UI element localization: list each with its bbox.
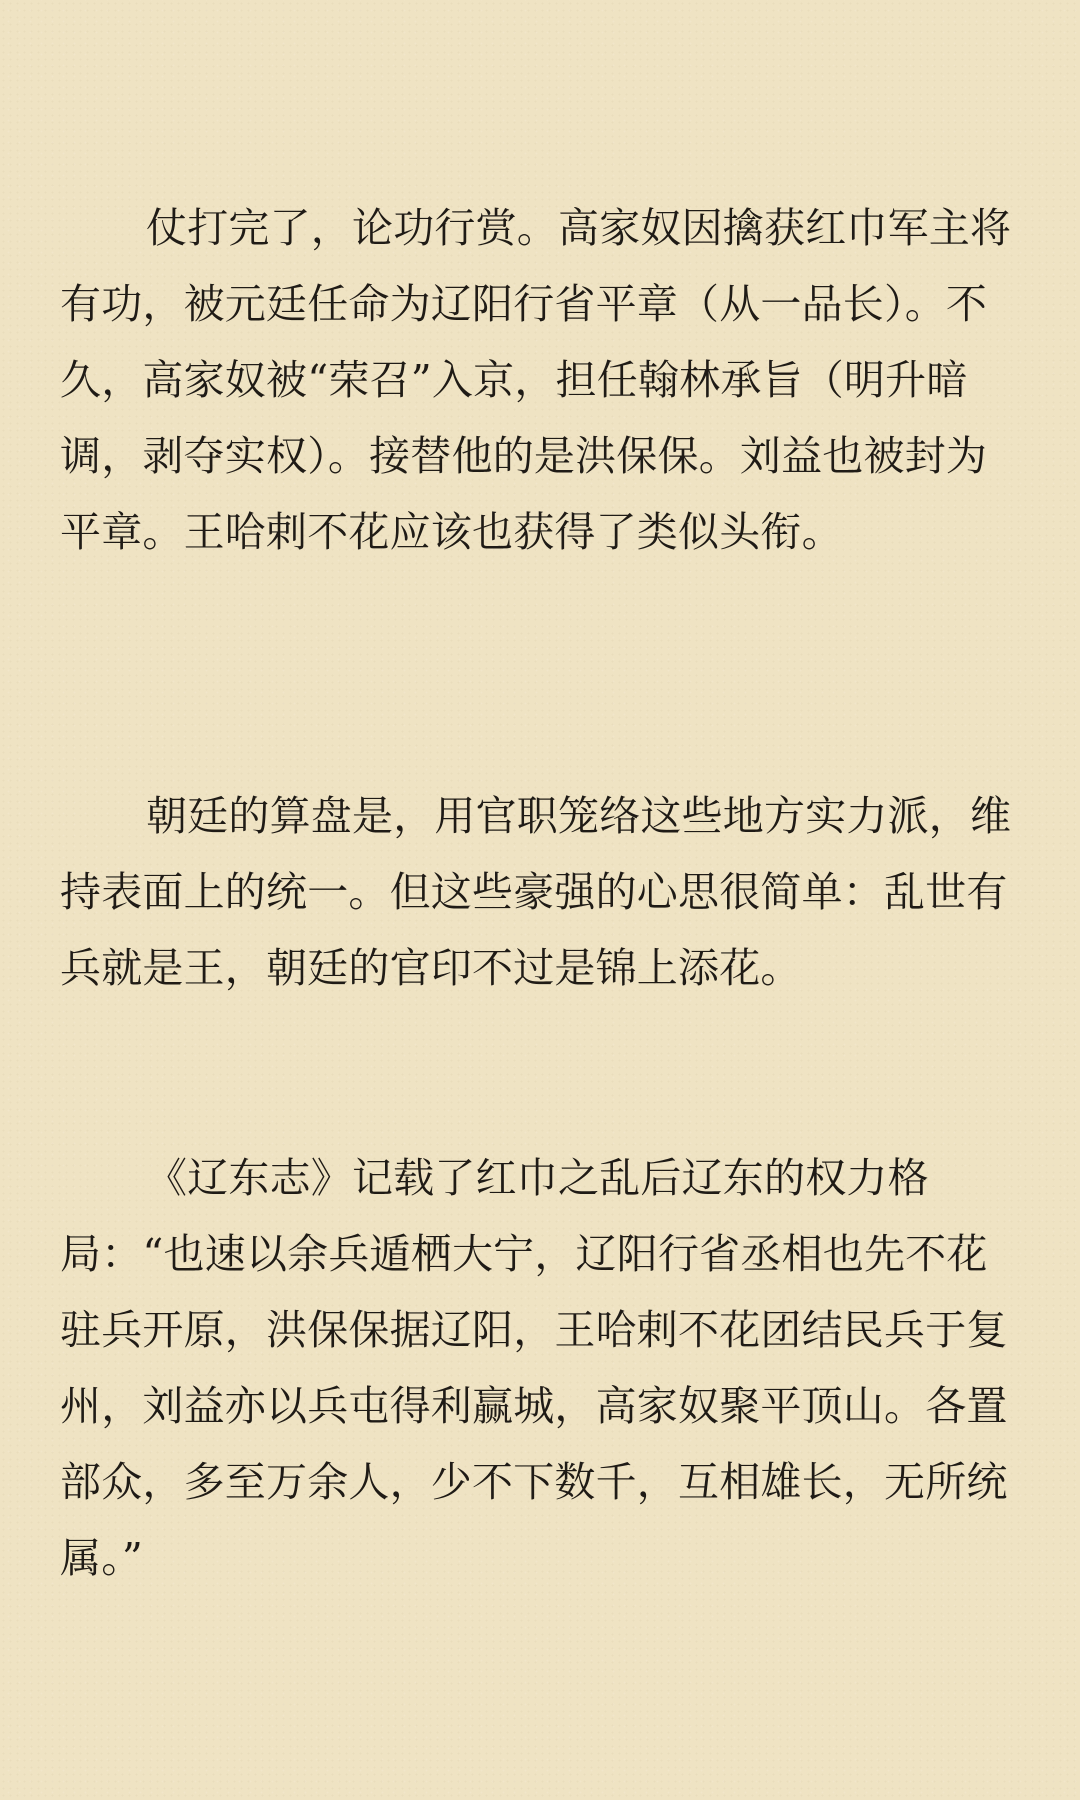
paragraph-3: 《辽东志》记载了红巾之乱后辽东的权力格局：“也速以余兵遁栖大宁，辽阳行省丞相也先不花驻兵开原，洪保保据辽阳，王哈剌不花团结民兵于复州，刘益亦以兵屯得利赢城，高家奴聚平顶山。各置部众，多至万余人，少不下数千，互相雄长，无所统属。” bbox=[60, 1154, 1008, 1582]
paragraph-1: 仗打完了，论功行赏。高家奴因擒获红巾军主将有功，被元廷任命为辽阳行省平章（从一品长）。不久，高家奴被“荣召”入京，担任翰林承旨（明升暗调，剥夺实权）。接替他的是洪保保。刘益也被封为平章。王哈剌不花应该也获得了类似头衔。 bbox=[60, 204, 1012, 556]
paragraph-2: 朝廷的算盘是，用官职笼络这些地方实力派，维持表面上的统一。但这些豪强的心思很简单：乱世有兵就是王，朝廷的官印不过是锦上添花。 bbox=[60, 792, 1012, 992]
